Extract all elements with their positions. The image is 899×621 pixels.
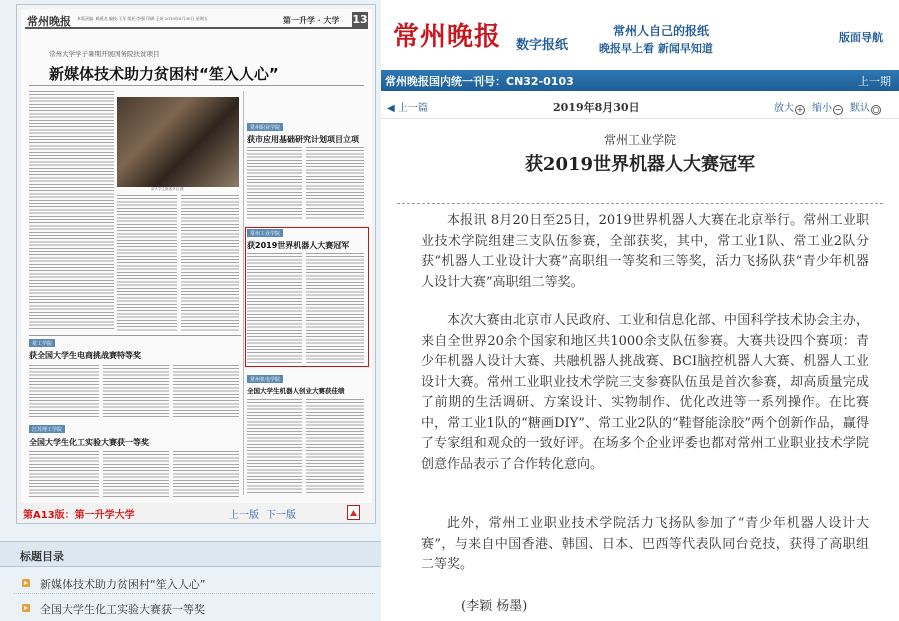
newspaper-text-block — [173, 451, 239, 497]
triangle-left-icon: ◀ — [387, 103, 395, 114]
toc-link[interactable]: 新媒体技术助力贫困村“笙入人心” — [40, 578, 206, 591]
zoom-out-label: 缩小 — [812, 103, 832, 114]
newspaper-column-rule — [243, 91, 244, 495]
newspaper-masthead — [25, 12, 368, 29]
issue-date: 2019年8月30日 — [553, 101, 640, 114]
bullet-arrow-icon — [22, 604, 30, 612]
newspaper-sub-label: 常州工业学院 — [247, 229, 283, 237]
toc-item[interactable] — [0, 572, 381, 594]
reset-icon: ○ — [872, 105, 880, 114]
newspaper-text-block — [117, 195, 177, 331]
zoom-default-button[interactable] — [850, 99, 881, 115]
newspaper-logo: 常州晚报 — [27, 15, 71, 28]
article — [381, 119, 899, 621]
article-paragraph: 本次大赛由北京市人民政府、工业和信息化部、中国科学技术协会主办，来自全世界20余个国家和地区共1000余支队伍参赛。大赛共设四个赛项：青少年机器人设计大赛、共融机器人挑战赛、BCI脑控机器人大赛、机器人工业设计大赛。常州工业职业技术学院三支参赛队伍虽是首次参赛，却高质量完成了前期的生活调研、方案设计、实物制作、优化改进等一系列操作。在比赛中，常工业1队的“糖画DIY”、常工业2队的“鞋督能涂胶”两个创新作品，赢得了专家组和观众的一致好评。在场多个企业评委也都对常州工业职业技术学院创意作品表示了合作转化意向。 — [421, 313, 869, 472]
minus-icon: − — [834, 105, 842, 114]
article-title: 获2019世界机器人大赛冠军 — [524, 154, 756, 175]
prev-article-label: 上一篇 — [397, 103, 428, 114]
article-paragraph: 本报讯 8月20日至25日，2019世界机器人大赛在北京举行。常州工业职业技术学院组建三支队伍参赛，全部获奖，其中，常工业1队、常工业2队分获“机器人工业设计大赛”高职组一等奖和三等奖，活力飞扬队获“青少年机器人设计大赛”高职组二等奖。 — [421, 213, 869, 290]
zoom-in-label: 放大 — [774, 103, 794, 114]
left-pane — [0, 0, 381, 621]
newspaper-section: 第一升学 · 大学 — [283, 15, 340, 25]
newspaper-rule — [29, 85, 364, 86]
slogan-line-1: 常州人自己的报纸 — [613, 24, 710, 38]
publication-number: 常州晚报国内统一刊号：CN32-0103 — [385, 75, 574, 88]
page-label: 第A13版：第一升学大学 — [23, 510, 135, 521]
slogan — [583, 20, 783, 60]
newspaper-sub-label: 江苏理工学院 — [29, 425, 65, 433]
newspaper-rule — [29, 335, 241, 336]
pdf-icon[interactable] — [347, 505, 360, 520]
newspaper-text-block — [103, 365, 169, 419]
newspaper-page-image[interactable] — [21, 9, 372, 503]
newspaper-photo-caption: 常大学生做客节目 摄 — [151, 187, 184, 191]
newspaper-sub-headline: 获2019世界机器人大赛冠军 — [247, 241, 350, 250]
newspaper-text-block — [29, 451, 99, 497]
newspaper-meta: 本版责编: 赖燕龙 编校:王军 组托:李强 印刷:王英 2019年8月30日 星期五 — [77, 16, 208, 21]
zoom-out-button[interactable] — [812, 99, 843, 115]
page-footer — [21, 505, 372, 521]
newspaper-text-block — [306, 253, 364, 363]
article-paragraph: 此外，常州工业职业技术学院活力飞扬队参加了“青少年机器人设计大赛”，与来自中国香港、韩国、日本、巴西等代表队同台竞技，获得了高职组二等奖。 — [421, 516, 869, 572]
newspaper-photo — [117, 97, 239, 187]
newspaper-text-block — [173, 365, 239, 419]
prev-issue-link[interactable]: 上一期 — [858, 75, 891, 88]
newspaper-text-block — [181, 195, 239, 331]
zoom-default-label: 默认 — [850, 103, 870, 114]
site-header — [381, 0, 899, 68]
newspaper-sub-label: 常工学院 — [29, 339, 55, 347]
newspaper-sub-label: 常州职业学院 — [247, 123, 283, 131]
toc-link[interactable]: 全国大学生化工实验大赛获一等奖 — [40, 603, 205, 616]
newspaper-text-block — [306, 399, 364, 495]
right-pane — [381, 0, 899, 621]
plus-icon: + — [796, 105, 804, 114]
newspaper-sub-label: 常州机电学院 — [247, 375, 283, 383]
prev-page-link[interactable]: 上一版 — [229, 510, 259, 521]
slogan-line-2: 晚报早上看 新闻早知道 — [599, 42, 713, 55]
newspaper-page-number: 13 — [352, 13, 368, 26]
publication-bar — [381, 70, 899, 91]
toc-item[interactable] — [0, 597, 381, 619]
newspaper-text-block — [247, 253, 302, 363]
newspaper-page-frame — [16, 4, 376, 524]
newspaper-kicker: 常州大学学子暑期开展国务院扶贫项目 — [49, 50, 160, 58]
next-page-link[interactable]: 下一版 — [266, 510, 296, 521]
toc-header — [0, 541, 381, 567]
newspaper-headline: 新媒体技术助力贫困村“笙入人心” — [49, 65, 279, 83]
newspaper-text-block — [29, 365, 99, 419]
brand-subtitle: 数字报纸 — [516, 38, 569, 53]
brand-logo[interactable]: 常州晚报 — [393, 22, 502, 52]
article-divider — [397, 203, 883, 204]
newspaper-text-block — [103, 451, 169, 497]
newspaper-sub-headline: 获全国大学生电商挑战赛特等奖 — [29, 351, 141, 360]
prev-article-link[interactable] — [387, 99, 428, 114]
newspaper-text-block — [247, 147, 302, 219]
bullet-arrow-icon — [22, 579, 30, 587]
newspaper-sub-headline: 获市应用基础研究计划项目立项 — [247, 135, 359, 144]
date-bar — [381, 91, 899, 119]
toc-divider — [14, 593, 375, 594]
newspaper-sub-headline: 全国大学生机器人创业大赛获佳绩 — [247, 387, 345, 395]
newspaper-text-block — [306, 147, 364, 219]
toc-title: 标题目录 — [20, 550, 64, 563]
newspaper-sub-headline: 全国大学生化工实验大赛获一等奖 — [29, 438, 149, 447]
newspaper-text-block — [29, 91, 114, 331]
newspaper-text-block — [247, 399, 302, 495]
page-navigation-link[interactable]: 版面导航 — [839, 31, 883, 44]
zoom-in-button[interactable] — [774, 99, 805, 115]
article-author: (李颖 杨墨) — [461, 599, 528, 614]
article-kicker: 常州工业学院 — [603, 133, 676, 147]
